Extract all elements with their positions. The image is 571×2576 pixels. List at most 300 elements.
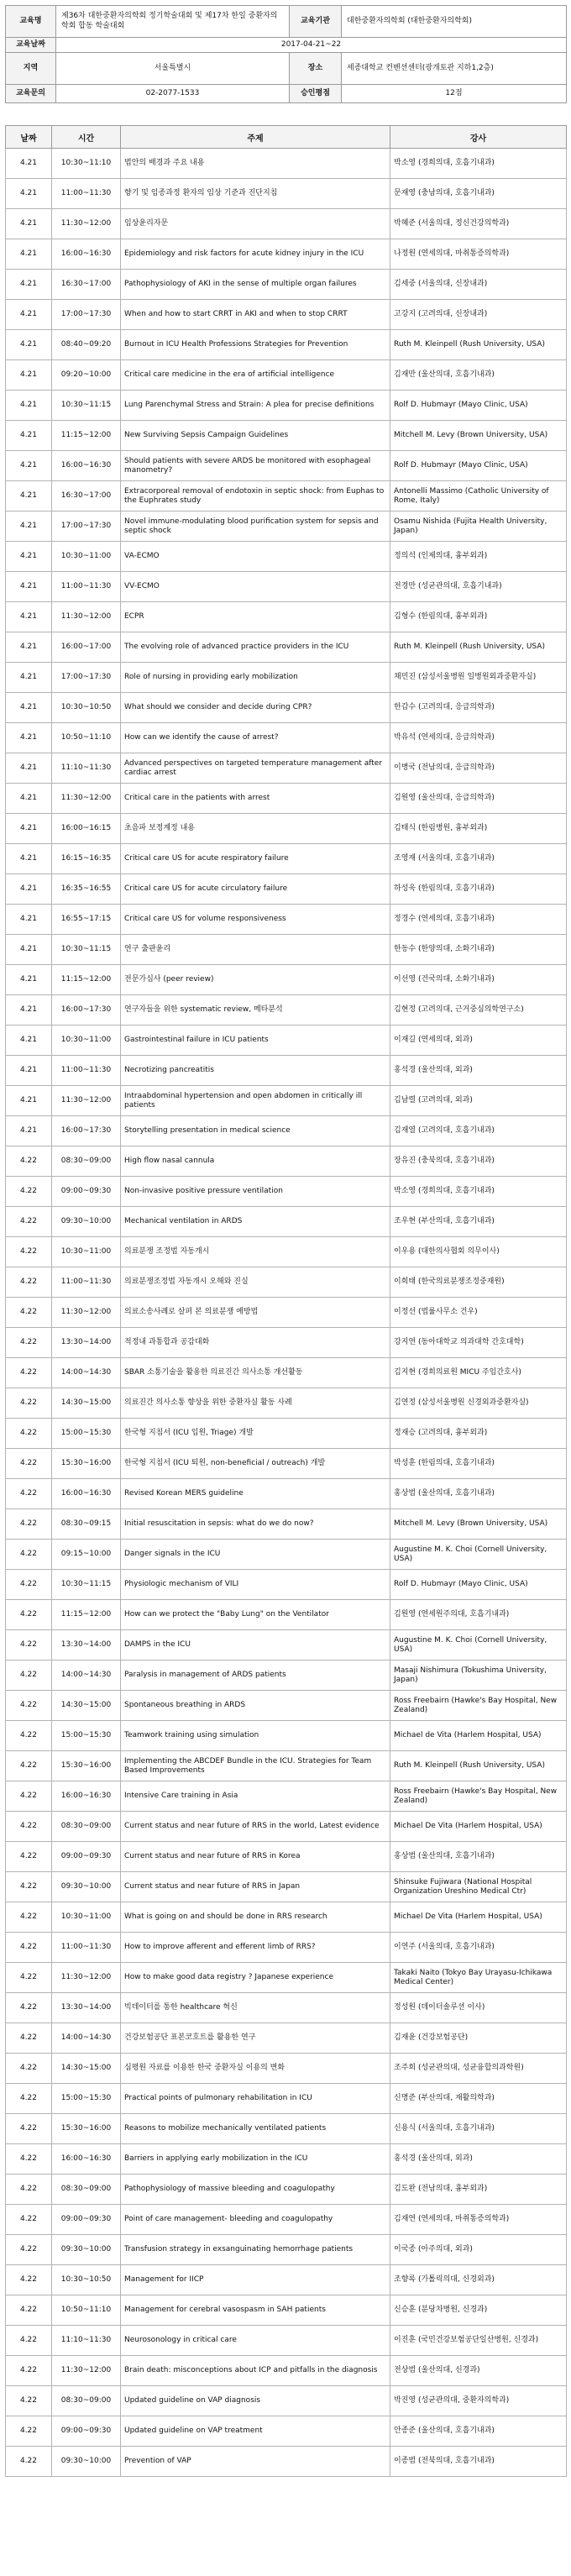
session-speaker: 조향록 (가톨릭의대, 신경외과) (390, 2265, 567, 2295)
session-date: 4.21 (6, 632, 52, 663)
session-topic: Intensive Care training in Asia (121, 1781, 390, 1812)
session-topic: How to improve afferent and efferent limb of RRS? (121, 1933, 390, 1963)
session-date: 4.21 (6, 1086, 52, 1116)
table-row (6, 1721, 567, 1751)
session-speaker: Rolf D. Hubmayr (Mayo Clinic, USA) (390, 451, 567, 481)
session-speaker: 신용식 (서울의대, 호흡기내과) (390, 2114, 567, 2144)
session-topic: Physiologic mechanism of VILI (121, 1570, 390, 1600)
session-topic: 한국형 지침서 (ICU 입원, Triage) 개발 (121, 1419, 390, 1449)
table-row (6, 330, 567, 360)
table-row (6, 814, 567, 844)
session-topic: Updated guideline on VAP treatment (121, 2416, 390, 2447)
session-topic: 법안의 배경과 주요 내용 (121, 149, 390, 179)
session-date: 4.22 (6, 2265, 52, 2295)
session-speaker: 박혜준 (서울의대, 정신건강의학과) (390, 209, 567, 239)
session-topic: 초음파 보정계정 내용 (121, 814, 390, 844)
table-row (6, 1630, 567, 1660)
session-speaker: Shinsuke Fujiwara (National Hospital Organization Ureshino Medical Ctr) (390, 1872, 567, 1902)
session-speaker: Michael De Vita (Harlem Hospital, USA) (390, 1902, 567, 1933)
session-speaker: 이진훈 (국민건강보험공단일산병원, 신경과) (390, 2326, 567, 2356)
session-speaker: 고강지 (고려의대, 신장내과) (390, 300, 567, 330)
session-topic: 적정내 과통합과 공감대화 (121, 1328, 390, 1358)
session-speaker: 조우현 (부산의대, 호흡기내과) (390, 1207, 567, 1237)
session-topic: VA-ECMO (121, 542, 390, 572)
session-speaker: Takaki Naito (Tokyo Bay Urayasu-Ichikawa Medical Center) (390, 1963, 567, 1993)
session-topic: 건강보험공단 표본코호트를 활용한 연구 (121, 2023, 390, 2054)
session-speaker: 이병국 (전남의대, 응급의학과) (390, 753, 567, 784)
session-speaker: 정의석 (인제의대, 흉부외과) (390, 542, 567, 572)
session-speaker: 장유진 (충북의대, 호흡기내과) (390, 1146, 567, 1177)
session-topic: Implementing the ABCDEF Bundle in the ICU. Strategies for Team Based Improvements (121, 1751, 390, 1781)
session-time: 11:30~12:00 (52, 1298, 121, 1328)
table-row (6, 2265, 567, 2295)
table-row (6, 1842, 567, 1872)
course-title-value: 제36차 대한중환자의학회 정기학술대회 및 제17차 한일 중환자의학회 합동 학술대회 (56, 6, 290, 38)
session-time: 13:30~14:00 (52, 1328, 121, 1358)
session-date: 4.22 (6, 1812, 52, 1842)
session-date: 4.21 (6, 693, 52, 723)
session-speaker: 홍상범 (울산의대, 호흡기내과) (390, 1479, 567, 1509)
session-topic: Spontaneous breathing in ARDS (121, 1691, 390, 1721)
session-date: 4.21 (6, 663, 52, 693)
session-date: 4.22 (6, 2386, 52, 2416)
session-topic: 빅데이터를 통한 healthcare 혁신 (121, 1993, 390, 2023)
table-row (6, 1781, 567, 1812)
session-time: 09:00~09:30 (52, 1842, 121, 1872)
session-time: 16:15~16:35 (52, 844, 121, 874)
session-time: 09:30~10:00 (52, 1872, 121, 1902)
table-row (6, 1963, 567, 1993)
session-date: 4.21 (6, 1056, 52, 1086)
table-row (6, 572, 567, 602)
session-time: 11:00~11:30 (52, 179, 121, 209)
session-speaker: 김세중 (서울의대, 신장내과) (390, 270, 567, 300)
session-speaker: Mitchell M. Levy (Brown University, USA) (390, 421, 567, 451)
table-row (6, 1388, 567, 1419)
table-row (6, 481, 567, 512)
spacer (0, 103, 571, 125)
session-topic: Should patients with severe ARDS be monitored with esophageal manometry? (121, 451, 390, 481)
session-time: 08:30~09:00 (52, 1146, 121, 1177)
table-row (6, 2295, 567, 2326)
session-time: 11:30~12:00 (52, 602, 121, 632)
session-speaker: 김태식 (한림병원, 흉부외과) (390, 814, 567, 844)
session-date: 4.21 (6, 481, 52, 512)
table-row (6, 1177, 567, 1207)
session-speaker: Ruth M. Kleinpell (Rush University, USA) (390, 1751, 567, 1781)
table-row (6, 209, 567, 239)
session-date: 4.21 (6, 965, 52, 995)
table-row (6, 1600, 567, 1630)
table-row (6, 632, 567, 663)
venue-label: 장소 (290, 53, 342, 85)
session-time: 10:30~11:00 (52, 542, 121, 572)
session-speaker: 신명준 (부산의대, 재활의학과) (390, 2084, 567, 2114)
session-date: 4.22 (6, 1630, 52, 1660)
session-date: 4.22 (6, 1781, 52, 1812)
session-time: 11:10~11:30 (52, 753, 121, 784)
session-topic: Novel immune-modulating blood purification system for sepsis and septic shock (121, 512, 390, 542)
table-row (6, 1751, 567, 1781)
table-row (6, 1570, 567, 1600)
session-time: 11:00~11:30 (52, 572, 121, 602)
session-time: 17:00~17:30 (52, 512, 121, 542)
session-time: 11:00~11:30 (52, 1056, 121, 1086)
session-speaker: 박진영 (성균관의대, 중환자의학과) (390, 2386, 567, 2416)
table-row (6, 1056, 567, 1086)
session-date: 4.22 (6, 1902, 52, 1933)
session-topic: Critical care US for acute respiratory failure (121, 844, 390, 874)
session-time: 16:00~16:30 (52, 239, 121, 270)
session-speaker: 이국종 (아주의대, 외과) (390, 2235, 567, 2265)
table-row (6, 1358, 567, 1388)
session-date: 4.22 (6, 2114, 52, 2144)
session-date: 4.21 (6, 239, 52, 270)
session-time: 09:00~09:30 (52, 1177, 121, 1207)
session-speaker: Augustine M. K. Choi (Cornell University, USA) (390, 1630, 567, 1660)
session-speaker: 홍상범 (울산의대, 호흡기내과) (390, 1842, 567, 1872)
session-topic: Pathophysiology of massive bleeding and coagulopathy (121, 2175, 390, 2205)
session-topic: ECPR (121, 602, 390, 632)
session-topic: What is going on and should be done in RRS research (121, 1902, 390, 1933)
session-topic: 임상윤리자문 (121, 209, 390, 239)
session-speaker: 김남렬 (고려의대, 외과) (390, 1086, 567, 1116)
session-topic: Burnout in ICU Health Professions Strategies for Prevention (121, 330, 390, 360)
session-speaker: 이정선 (법률사무소 건우) (390, 1298, 567, 1328)
session-time: 11:00~11:30 (52, 1933, 121, 1963)
table-row (6, 1146, 567, 1177)
session-date: 4.22 (6, 1660, 52, 1691)
session-topic: Critical care US for acute circulatory failure (121, 874, 390, 905)
header-speaker: 강사 (390, 126, 567, 149)
session-topic: 전문가심사 (peer review) (121, 965, 390, 995)
session-time: 16:30~17:00 (52, 270, 121, 300)
session-date: 4.22 (6, 1207, 52, 1237)
session-topic: Management for IICP (121, 2265, 390, 2295)
table-row (6, 844, 567, 874)
session-topic: Neurosonology in critical care (121, 2326, 390, 2356)
session-time: 15:00~15:30 (52, 1721, 121, 1751)
session-speaker: Ruth M. Kleinpell (Rush University, USA) (390, 330, 567, 360)
table-row (6, 2023, 567, 2054)
table-row (6, 512, 567, 542)
session-speaker: 박소영 (경희의대, 호흡기내과) (390, 1177, 567, 1207)
session-time: 08:30~09:00 (52, 2386, 121, 2416)
session-topic: Critical care US for volume responsiveness (121, 905, 390, 935)
table-row (6, 874, 567, 905)
table-row (6, 2175, 567, 2205)
session-date: 4.22 (6, 2295, 52, 2326)
session-time: 10:30~11:15 (52, 935, 121, 965)
table-row (6, 602, 567, 632)
session-speaker: Osamu Nishida (Fujita Health University, Japan) (390, 512, 567, 542)
session-time: 14:00~14:30 (52, 2023, 121, 2054)
session-date: 4.22 (6, 1842, 52, 1872)
session-time: 11:10~11:30 (52, 2326, 121, 2356)
session-topic: Critical care medicine in the era of artificial intelligence (121, 360, 390, 391)
session-time: 09:15~10:00 (52, 1540, 121, 1570)
session-topic: 의료소송사례로 살펴 본 의료분쟁 예방법 (121, 1298, 390, 1328)
period-value: 2017-04-21~22 (56, 38, 567, 53)
table-row (6, 2326, 567, 2356)
session-topic: VV-ECMO (121, 572, 390, 602)
session-speaker: 김재만 (울산의대, 호흡기내과) (390, 360, 567, 391)
session-speaker: Michael De Vita (Harlem Hospital, USA) (390, 1812, 567, 1842)
session-speaker: 한갑수 (고려의대, 응급의학과) (390, 693, 567, 723)
session-date: 4.21 (6, 814, 52, 844)
table-row (6, 179, 567, 209)
session-time: 16:00~16:30 (52, 1479, 121, 1509)
table-row (6, 905, 567, 935)
session-time: 16:00~17:30 (52, 995, 121, 1026)
session-speaker: 한동수 (한양의대, 소화기내과) (390, 935, 567, 965)
session-topic: Paralysis in management of ARDS patients (121, 1660, 390, 1691)
session-speaker: 정경수 (연세의대, 호흡기내과) (390, 905, 567, 935)
session-date: 4.22 (6, 1600, 52, 1630)
session-topic: Updated guideline on VAP diagnosis (121, 2386, 390, 2416)
table-row (6, 753, 567, 784)
table-row (6, 784, 567, 814)
table-row (6, 300, 567, 330)
session-date: 4.22 (6, 1449, 52, 1479)
session-time: 14:30~15:00 (52, 1388, 121, 1419)
table-row (6, 270, 567, 300)
session-date: 4.22 (6, 1388, 52, 1419)
session-date: 4.21 (6, 784, 52, 814)
session-topic: Revised Korean MERS guideline (121, 1479, 390, 1509)
session-topic: How can we protect the "Baby Lung" on the Ventilator (121, 1600, 390, 1630)
period-label: 교육날짜 (6, 38, 56, 53)
session-date: 4.22 (6, 2235, 52, 2265)
session-time: 08:40~09:20 (52, 330, 121, 360)
session-date: 4.22 (6, 2054, 52, 2084)
session-speaker: 조영재 (서울의대, 호흡기내과) (390, 844, 567, 874)
session-time: 11:30~12:00 (52, 784, 121, 814)
session-date: 4.22 (6, 1570, 52, 1600)
session-topic: SBAR 소통기술을 활용한 의료진간 의사소통 개선활동 (121, 1358, 390, 1388)
organizer-label: 교육기관 (290, 6, 342, 38)
session-date: 4.22 (6, 1146, 52, 1177)
session-topic: Mechanical ventilation in ARDS (121, 1207, 390, 1237)
session-date: 4.22 (6, 1751, 52, 1781)
table-row (6, 2235, 567, 2265)
session-time: 10:30~11:10 (52, 149, 121, 179)
session-date: 4.22 (6, 1721, 52, 1751)
session-topic: Barriers in applying early mobilization in the ICU (121, 2144, 390, 2175)
table-row (6, 2447, 567, 2477)
session-topic: 연구 출판윤리 (121, 935, 390, 965)
session-time: 09:30~10:00 (52, 2447, 121, 2477)
table-row (6, 1993, 567, 2023)
session-time: 16:35~16:55 (52, 874, 121, 905)
session-time: 11:30~12:00 (52, 209, 121, 239)
session-date: 4.22 (6, 1267, 52, 1298)
session-date: 4.22 (6, 1177, 52, 1207)
session-topic: Advanced perspectives on targeted temperature management after cardiac arrest (121, 753, 390, 784)
session-topic: Reasons to mobilize mechanically ventilated patients (121, 2114, 390, 2144)
session-speaker: 이종범 (전북의대, 호흡기내과) (390, 2447, 567, 2477)
session-topic: Initial resuscitation in sepsis: what do we do now? (121, 1509, 390, 1540)
table-row (6, 1298, 567, 1328)
session-date: 4.22 (6, 1479, 52, 1509)
session-date: 4.21 (6, 421, 52, 451)
table-row (6, 360, 567, 391)
table-row (6, 1691, 567, 1721)
session-time: 17:00~17:30 (52, 300, 121, 330)
session-time: 11:30~12:00 (52, 1086, 121, 1116)
session-speaker: Rolf D. Hubmayr (Mayo Clinic, USA) (390, 1570, 567, 1600)
session-date: 4.22 (6, 1298, 52, 1328)
table-row (6, 149, 567, 179)
session-speaker: 문재영 (충남의대, 호흡기내과) (390, 179, 567, 209)
session-speaker: Michael de Vita (Harlem Hospital, USA) (390, 1721, 567, 1751)
session-date: 4.22 (6, 1419, 52, 1449)
session-time: 16:00~16:30 (52, 1781, 121, 1812)
contact-label: 교육문의 (6, 85, 56, 103)
table-row (6, 1086, 567, 1116)
session-time: 09:00~09:30 (52, 2205, 121, 2235)
session-topic: What should we consider and decide during CPR? (121, 693, 390, 723)
table-row (6, 2386, 567, 2416)
session-time: 11:15~12:00 (52, 965, 121, 995)
session-time: 14:30~15:00 (52, 2054, 121, 2084)
session-speaker: 전상범 (울산의대, 신경과) (390, 2356, 567, 2386)
session-topic: Epidemiology and risk factors for acute kidney injury in the ICU (121, 239, 390, 270)
session-time: 11:15~12:00 (52, 1600, 121, 1630)
session-topic: Extracorporeal removal of endotoxin in septic shock: from Euphas to the Euphrates study (121, 481, 390, 512)
session-speaker: 이연주 (서울의대, 호흡기내과) (390, 1933, 567, 1963)
session-topic: How can we identify the cause of arrest? (121, 723, 390, 753)
table-row (6, 995, 567, 1026)
credit-value: 12점 (342, 85, 567, 103)
session-time: 10:30~10:50 (52, 2265, 121, 2295)
session-topic: 향기 및 임종과정 환자의 임상 기준과 진단지침 (121, 179, 390, 209)
session-topic: Practical points of pulmonary rehabilitation in ICU (121, 2084, 390, 2114)
table-row (6, 1328, 567, 1358)
session-date: 4.22 (6, 2205, 52, 2235)
schedule-body (6, 149, 567, 2477)
session-time: 09:20~10:00 (52, 360, 121, 391)
table-row (6, 1237, 567, 1267)
session-date: 4.22 (6, 2023, 52, 2054)
session-date: 4.22 (6, 1872, 52, 1902)
session-speaker: 하성욱 (한림의대, 호흡기내과) (390, 874, 567, 905)
session-date: 4.21 (6, 905, 52, 935)
session-date: 4.22 (6, 1933, 52, 1963)
session-date: 4.22 (6, 2447, 52, 2477)
contact-value: 02-2077-1533 (56, 85, 290, 103)
session-speaker: 김연정 (삼성서울병원 신경외과중환자실) (390, 1388, 567, 1419)
session-topic: High flow nasal cannula (121, 1146, 390, 1177)
table-row (6, 1812, 567, 1842)
course-title-label: 교육명 (6, 6, 56, 38)
session-speaker: 강지연 (동아대학교 의과대학 간호대학) (390, 1328, 567, 1358)
session-time: 15:00~15:30 (52, 1419, 121, 1449)
session-time: 11:30~12:00 (52, 2356, 121, 2386)
session-topic: When and how to start CRRT in AKI and when to stop CRRT (121, 300, 390, 330)
session-time: 16:00~17:30 (52, 1116, 121, 1146)
session-topic: Necrotizing pancreatitis (121, 1056, 390, 1086)
session-speaker: 박소영 (경희의대, 호흡기내과) (390, 149, 567, 179)
session-time: 13:30~14:00 (52, 1630, 121, 1660)
session-topic: 한국형 지침서 (ICU 퇴원, non-beneficial / outreach) 개발 (121, 1449, 390, 1479)
session-speaker: 김지현 (경희의료원 MICU 주임간호사) (390, 1358, 567, 1388)
session-speaker: 정성원 (데이터솔루션 이사) (390, 1993, 567, 2023)
session-date: 4.21 (6, 149, 52, 179)
table-row (6, 1540, 567, 1570)
session-topic: 의료분쟁 조정법 자동개시 (121, 1237, 390, 1267)
session-date: 4.21 (6, 391, 52, 421)
session-date: 4.21 (6, 753, 52, 784)
session-topic: Teamwork training using simulation (121, 1721, 390, 1751)
table-row (6, 2084, 567, 2114)
table-row (6, 2356, 567, 2386)
session-date: 4.22 (6, 1358, 52, 1388)
session-date: 4.21 (6, 270, 52, 300)
session-speaker: 조주희 (성균관의대, 성균융합의과학원) (390, 2054, 567, 2084)
session-topic: The evolving role of advanced practice providers in the ICU (121, 632, 390, 663)
schedule-table (5, 125, 567, 2477)
session-time: 09:30~10:00 (52, 2235, 121, 2265)
session-speaker: 박성훈 (한림의대, 호흡기내과) (390, 1449, 567, 1479)
session-date: 4.22 (6, 2416, 52, 2447)
session-time: 09:30~10:00 (52, 1207, 121, 1237)
session-topic: Transfusion strategy in exsanguinating hemorrhage patients (121, 2235, 390, 2265)
session-topic: 의료분쟁조정법 자동개시 오해와 진실 (121, 1267, 390, 1298)
session-time: 08:30~09:00 (52, 1812, 121, 1842)
session-speaker: Ross Freebairn (Hawke's Bay Hospital, New Zealand) (390, 1691, 567, 1721)
table-row (6, 1026, 567, 1056)
session-time: 11:30~12:00 (52, 1963, 121, 1993)
session-time: 11:00~11:30 (52, 1267, 121, 1298)
session-time: 10:30~10:50 (52, 693, 121, 723)
session-date: 4.21 (6, 935, 52, 965)
table-row (6, 1660, 567, 1691)
table-row (6, 2054, 567, 2084)
session-time: 16:00~17:00 (52, 632, 121, 663)
session-speaker: 이희태 (한국의료분쟁조정중재원) (390, 1267, 567, 1298)
session-topic: Current status and near future of RRS in Japan (121, 1872, 390, 1902)
session-date: 4.21 (6, 209, 52, 239)
session-speaker: 이재길 (연세의대, 외과) (390, 1026, 567, 1056)
table-row (6, 965, 567, 995)
session-speaker: 박유석 (연세의대, 응급의학과) (390, 723, 567, 753)
session-date: 4.22 (6, 1691, 52, 1721)
session-speaker: Ross Freebairn (Hawke's Bay Hospital, New Zealand) (390, 1781, 567, 1812)
session-topic: 심평원 자료를 이용한 한국 중환자실 이용의 변화 (121, 2054, 390, 2084)
region-value: 서울특별시 (56, 53, 290, 85)
table-row (6, 1207, 567, 1237)
session-speaker: Mitchell M. Levy (Brown University, USA) (390, 1509, 567, 1540)
session-topic: Intraabdominal hypertension and open abdomen in critically ill patients (121, 1086, 390, 1116)
session-topic: 연구자들을 위한 systematic review, 메타분석 (121, 995, 390, 1026)
session-date: 4.22 (6, 1328, 52, 1358)
session-topic: New Surviving Sepsis Campaign Guidelines (121, 421, 390, 451)
session-date: 4.22 (6, 1509, 52, 1540)
header-date: 날짜 (6, 126, 52, 149)
session-speaker: 김재열 (고려의대, 호흡기내과) (390, 1116, 567, 1146)
session-date: 4.21 (6, 602, 52, 632)
session-topic: Non-invasive positive pressure ventilation (121, 1177, 390, 1207)
session-time: 14:00~14:30 (52, 1358, 121, 1388)
session-speaker: 채민진 (삼성서울병원 일병원외과중환자실) (390, 663, 567, 693)
table-row (6, 1479, 567, 1509)
header-topic: 주제 (121, 126, 390, 149)
session-date: 4.22 (6, 2084, 52, 2114)
venue-value: 세종대학교 컨벤션센터(광개토관 지하1,2층) (342, 53, 567, 85)
session-date: 4.21 (6, 451, 52, 481)
region-label: 지역 (6, 53, 56, 85)
